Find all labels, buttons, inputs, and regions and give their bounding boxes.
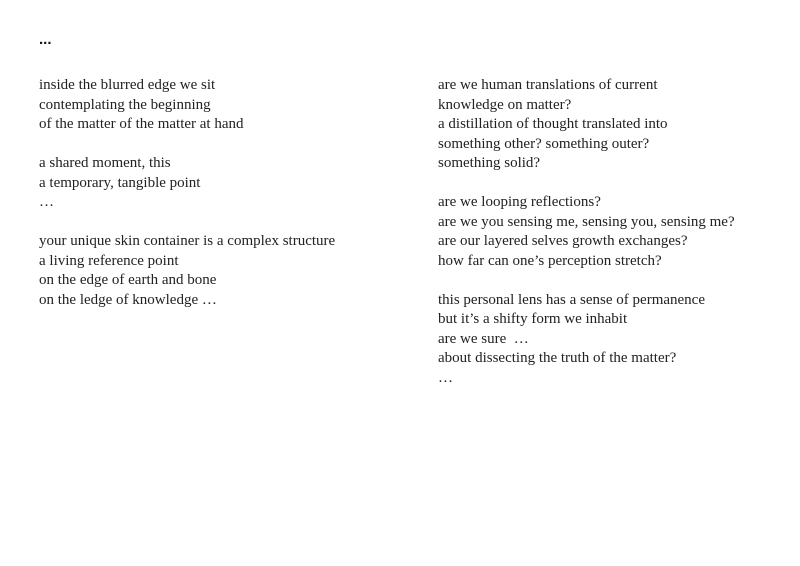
poem-line: on the edge of earth and bone (39, 272, 217, 288)
poem-line: a temporary, tangible point (39, 174, 201, 191)
stanza (39, 232, 399, 310)
poem-line: about dissecting the truth of the matter? (438, 350, 677, 366)
poem-line: … (438, 369, 453, 386)
heading-ellipsis: ... (39, 31, 52, 48)
poem-line: this personal lens has a sense of permanence (438, 291, 705, 308)
stanza (438, 76, 788, 174)
poem-line: are we human translations of current (438, 77, 658, 93)
left-column (39, 76, 399, 330)
poem-line: a shared moment, this (39, 155, 171, 171)
poem-line: are we you sensing me, sensing you, sensing me? (438, 213, 735, 230)
poem-line: … (39, 194, 54, 210)
stanza (39, 154, 399, 213)
poem-line: knowledge on matter? (438, 96, 572, 113)
poem-line: something solid? (438, 155, 541, 171)
poem-line: contemplating the beginning (39, 96, 211, 113)
poem-line: a living reference point (39, 252, 179, 269)
poem-line: are we sure … (438, 330, 529, 347)
stanza (39, 76, 399, 135)
poem-line: of the matter of the matter at hand (39, 116, 244, 132)
poem-line: inside the blurred edge we sit (39, 77, 216, 93)
poem-line: on the ledge of knowledge … (39, 291, 217, 308)
poem-line: a distillation of thought translated into (438, 116, 668, 132)
poem-line: how far can one’s perception stretch? (438, 252, 662, 269)
poem-line: but it’s a shifty form we inhabit (438, 311, 628, 327)
poem-line: your unique skin container is a complex structure (39, 233, 336, 249)
right-column (438, 76, 788, 408)
poem-line: something other? something outer? (438, 135, 650, 152)
stanza (438, 291, 788, 389)
stanza (438, 193, 788, 271)
poem-line: are our layered selves growth exchanges? (438, 233, 688, 249)
poem-line: are we looping reflections? (438, 194, 601, 210)
